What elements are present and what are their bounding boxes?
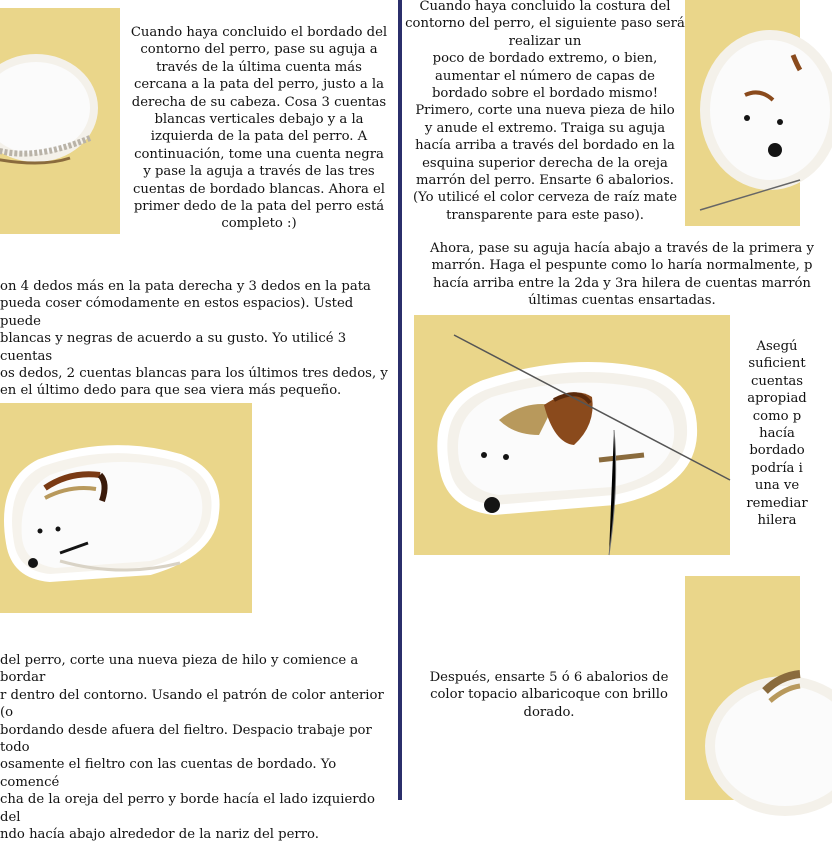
photo-dog-outline-embroidery	[0, 403, 252, 613]
photo-dog-beads-bottom	[685, 576, 800, 800]
instruction-paragraph-3: del perro, corte una nueva pieza de hilo y comience a bordar r dentro del contorno. Usando el patrón de color anterior (o bordando desde afuera del fieltro. Despacio trabaje por todo osamente el fieltro con las cuentas de bordado. Yo comencé cha de la oreja del perro y borde hacía el lado izquierdo del ndo hacía abajo alrededor de la nariz del perro.	[0, 653, 384, 843]
instruction-paragraph-1: Cuando haya concluido la costura del contorno del perro, el siguiente paso será realizar un poco de bordado extremo, o bien, aumentar el número de capas de bordado sobre el bordado mismo! Primero, corte una nueva pieza de hilo y anude el extremo. Traiga su aguja hacía arriba a través del bordado en la esquina superior derecha de la oreja marrón del perro. Ensarte 6 abalorios. (Yo utilicé el color cerveza de raíz mate transparente para este paso).	[405, 0, 685, 223]
right-page	[402, 0, 814, 800]
photo-dog-head-close-up	[685, 0, 800, 226]
instruction-paragraph-1: Cuando haya concluido el bordado del contorno del perro, pase su aguja a través de la última cuenta más cercana a la pata del perro, justo a la derecha de su cabeza. Cosa 3 cuentas blancas verticales debajo y a la izquierda de la pata del perro. A continuación, tome una cuenta negra y pase la aguja a través de las tres cuentas de bordado blancas. Ahora el primer dedo de la pata del perro está completo :)	[130, 25, 388, 232]
instruction-paragraph-2: Ahora, pase su aguja hacía abajo a través de la primera y marrón. Haga el pespunte como lo haría normalmente, p hacía arriba entre la 2da y 3ra hilera de cuentas marrón últimas cuentas ensartadas.	[430, 241, 814, 309]
instruction-paragraph-4: Después, ensarte 5 ó 6 abalorios de color topacio albaricoque con brillo dorado.	[429, 670, 669, 720]
instruction-paragraph-3: Asegú suficient cuentas apropiad como p hacía bordado podría i una ve remediar hilera	[746, 339, 808, 529]
left-page	[0, 0, 398, 843]
photo-dog-paw-toe	[0, 8, 120, 234]
instruction-paragraph-2: on 4 dedos más en la pata derecha y 3 dedos en la pata pueda coser cómodamente en estos espacios). Usted puede blancas y negras de acuerdo a su gusto. Yo utilicé 3 cuentas os dedos, 2 cuentas blancas para los últimos tres dedos, y en el último dedo para que sea viera más pequeño.	[0, 279, 388, 399]
photo-dog-ear-beads	[414, 315, 730, 555]
